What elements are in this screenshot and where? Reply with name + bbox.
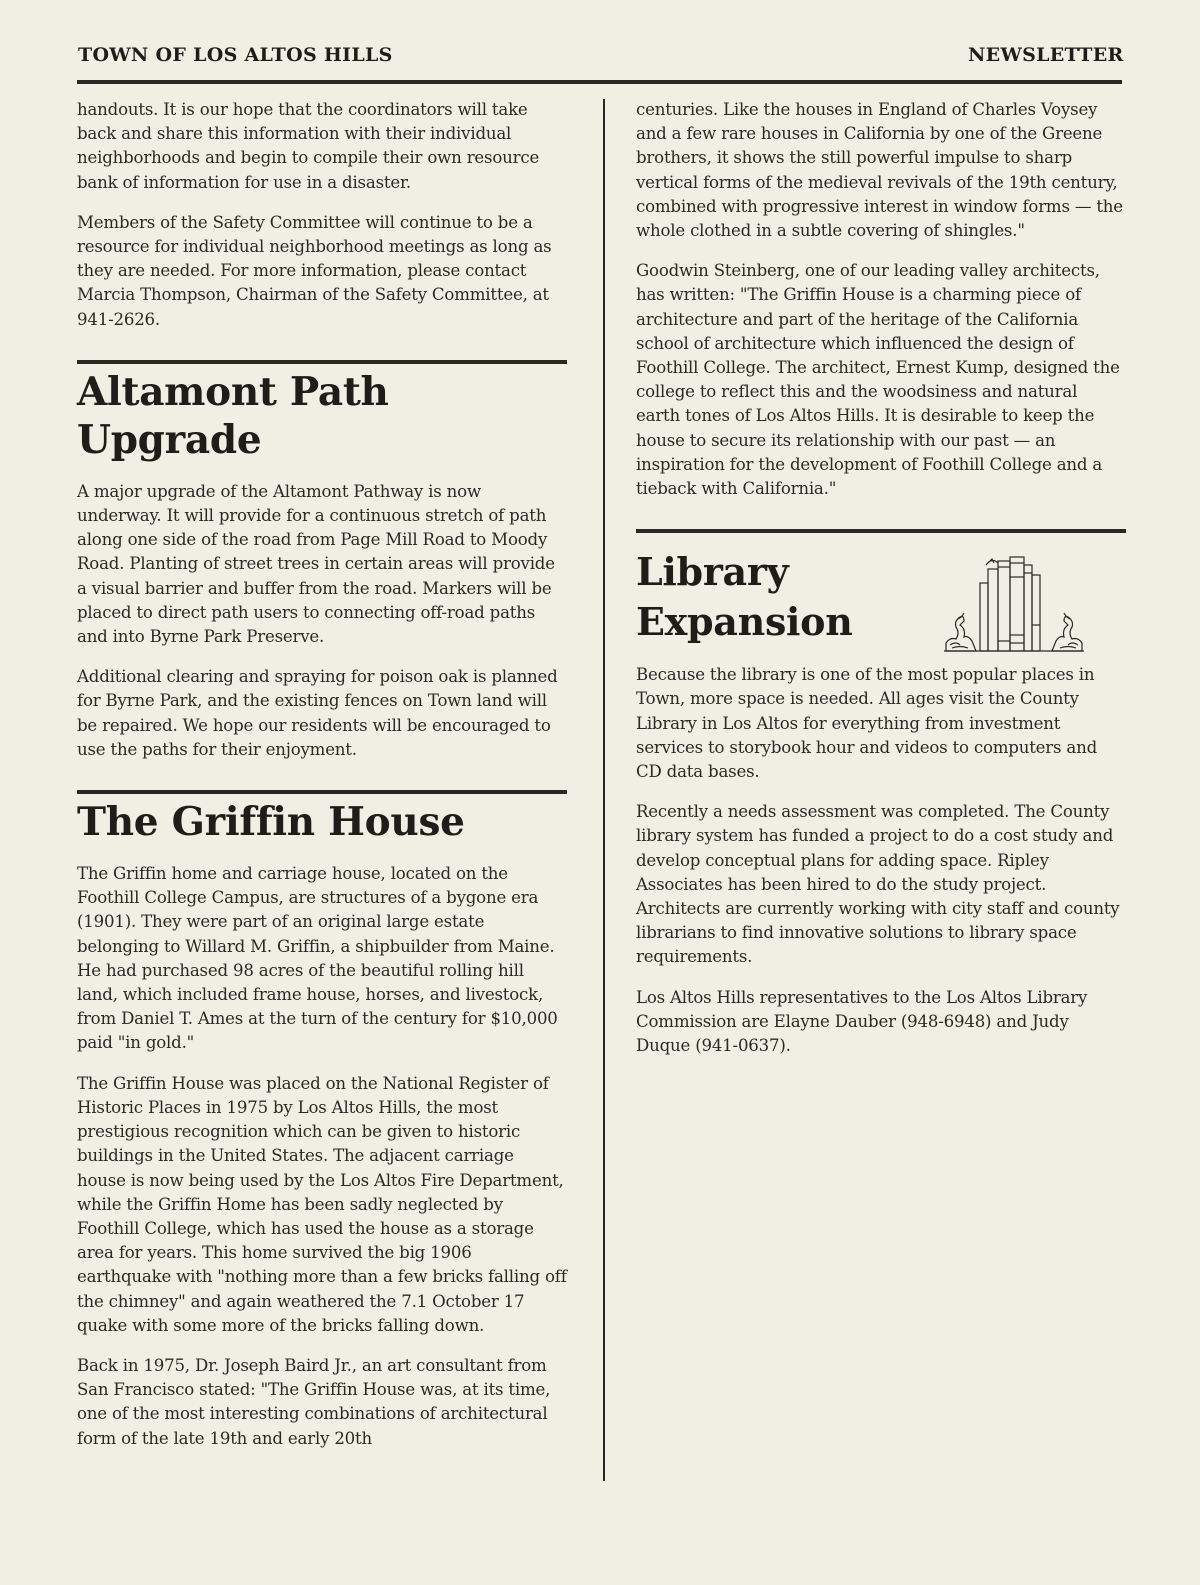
article-paragraph: Additional clearing and spraying for poison oak is planned for Byrne Park, and the existing fences on Town land will be repaired. We hope our residents will be encouraged to use the paths for their enjoyment. (77, 667, 558, 759)
article-paragraph: Because the library is one of the most popular places in Town, more space is needed. All ages visit the County Library in Los Altos for everything from investment services to storybook hour and videos to computers and CD data bases. (636, 665, 1098, 782)
article-paragraph: Goodwin Steinberg, one of our leading valley architects, has written: "The Griffin House is a charming piece of architecture and part of the heritage of the California school of architecture which influenced the design of Foothill College. The architect, Ernest Kump, designed the college to reflect this and the woodsiness and natural earth tones of Los Altos Hills. It is desirable to keep the house to secure its relationship with our past — an inspiration for the development of Foothill College and a tieback with California." (636, 261, 1120, 499)
article-paragraph: A major upgrade of the Altamont Pathway is now underway. It will provide for a continuous stretch of path along one side of the road from Page Mill Road to Moody Road. Planting of street trees in certain areas will provide a visual barrier and buffer from the road. Markers will be placed to direct path users to connecting off-road paths and into Byrne Park Preserve. (77, 481, 555, 647)
header-rule (77, 80, 1122, 84)
library-section (636, 529, 1126, 1058)
altamont-heading: Altamont Path Upgrade (77, 368, 389, 463)
library-heading-block (636, 547, 1126, 659)
masthead-newsletter-label: NEWSLETTER (968, 44, 1124, 66)
left-column (77, 98, 567, 1467)
article-paragraph: Los Altos Hills representatives to the Los Altos Library Commission are Elayne Dauber (948-6948) and Judy Duque (941-0637). (636, 987, 1088, 1056)
right-column (636, 98, 1126, 1074)
library-heading-line2: Expansion (636, 599, 853, 645)
article-paragraph: The Griffin House was placed on the National Register of Historic Places in 1975 by Los Altos Hills, the most prestigious recognition which can be given to historic buildings in the United States. The adjacent carriage house is now being used by the Los Altos Fire Department, while the Griffin Home has been sadly neglected by Foothill College, which has used the house as a storage area for years. This home survived the big 1906 earthquake with "nothing more than a few bricks falling off the chimney" and again weathered the 7.1 October 17 quake with some more of the bricks falling down. (77, 1073, 567, 1335)
altamont-section (77, 360, 567, 762)
column-divider (603, 99, 605, 1481)
library-heading-line1: Library (636, 549, 789, 595)
article-paragraph: The Griffin home and carriage house, located on the Foothill College Campus, are structures of a bygone era (1901). They were part of an original large estate belonging to Willard M. Griffin, a shipbuilder from Maine. He had purchased 98 acres of the beautiful rolling hill land, which included frame house, horses, and livestock, from Daniel T. Ames at the turn of the century for $10,000 paid "in gold." (77, 864, 558, 1053)
article-paragraph: Recently a needs assessment was completed. The County library system has funded a project to do a cost study and develop conceptual plans for adding space. Ripley Associates has been hired to do the study project. Architects are currently working with city staff and county librarians to find innovative solutions to library space requirements. (636, 802, 1120, 967)
masthead-town-name: TOWN OF LOS ALTOS HILLS (78, 44, 393, 66)
intro-paragraph: handouts. It is our hope that the coordinators will take back and share this information with their individual neighborhoods and begin to compile their own resource bank of information for use in a disaster. (77, 100, 540, 192)
article-paragraph: Back in 1975, Dr. Joseph Baird Jr., an art consultant from San Francisco stated: "The Griffin House was, at its time, one of the most interesting combinations of architectural form of the late 19th and early 20th (77, 1355, 551, 1448)
griffin-section (77, 790, 567, 1451)
article-paragraph: centuries. Like the houses in England of Charles Voysey and a few rare houses in California by one of the Greene brothers, it shows the still powerful impulse to sharp vertical forms of the medieval revivals of the 19th century, combined with progressive interest in window forms — the whole clothed in a subtle covering of shingles." (636, 100, 1123, 241)
intro-paragraph: Members of the Safety Committee will continue to be a resource for individual neighborhood meetings as long as they are needed. For more information, please contact Marcia Thompson, Chairman of the Safety Committee, at 941-2626. (77, 212, 552, 329)
books-between-bookends-icon (942, 555, 1086, 653)
griffin-heading: The Griffin House (77, 799, 465, 846)
